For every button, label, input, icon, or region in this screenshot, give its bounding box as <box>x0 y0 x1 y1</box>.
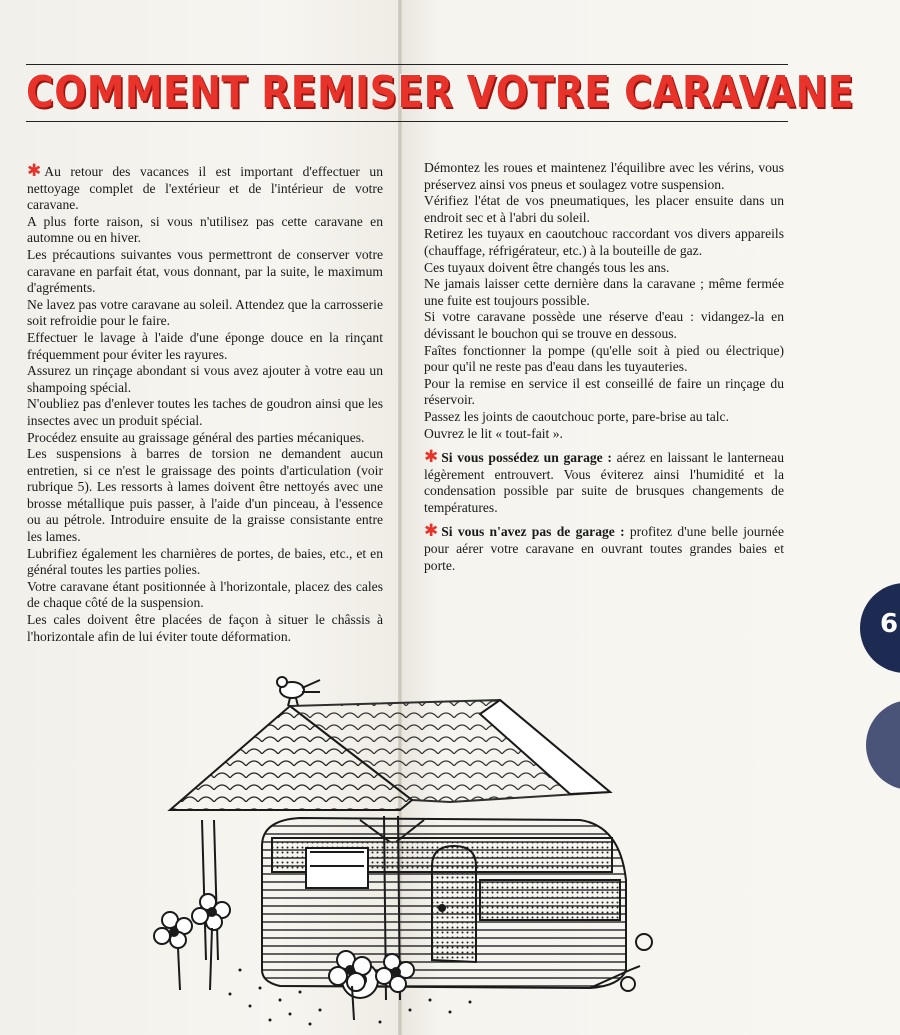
paragraph: Les suspensions à barres de torsion ne demandent aucun entretien, si ce n'est le graissage des points d'articulation (voir rubrique 5). Les ressorts à lames doivent être nettoyés avec une brosse métallique puis passer, à l'aide d'un pinceau, à l'essence ou au pétrole. Introduire ensuite de la graisse consistante entre les lames. <box>27 446 383 545</box>
paragraph: ✱ Au retour des vacances il est important d'effectuer un nettoyage complet de l'extérieur et de l'intérieur de votre caravane. <box>27 161 383 213</box>
paragraph: A plus forte raison, si vous n'utilisez pas cette caravane en automne ou en hiver. <box>27 213 383 246</box>
paragraph: Passez les joints de caoutchouc porte, pare-brise au talc. <box>424 408 729 424</box>
flower-icon <box>154 912 192 990</box>
left-column <box>27 161 383 645</box>
paragraph: Effectuer le lavage à l'aide d'une éponge douce en la rinçant fréquemment pour éviter les rayures. <box>27 329 383 362</box>
paragraph: Faîtes fonctionner la pompe (qu'elle soit à pied ou électrique) pour qu'il ne reste pas d'eau dans les tuyauteries. <box>424 342 784 375</box>
paragraph: Ouvrez le lit « tout-fait ». <box>424 425 563 441</box>
title-rule-bottom <box>26 121 788 122</box>
no-garage-bullet: ✱ Si vous n'avez pas de garage : profitez d'une belle journée pour aérer votre caravane en ouvrant toutes grandes baies et porte. <box>424 521 784 573</box>
page-title: COMMENT REMISER VOTRE CARAVANE <box>26 67 854 118</box>
bird-icon <box>277 677 320 706</box>
title-rule-top <box>26 64 788 65</box>
asterisk-star-icon: ✱ <box>424 447 439 468</box>
page-number-tab: 6 <box>860 583 900 673</box>
caravan-shelter-illustration <box>150 670 670 1030</box>
flower-icon <box>192 894 230 990</box>
paragraph: Ne lavez pas votre caravane au soleil. Attendez que la carrosserie soit refroidie pour le faire. <box>27 296 383 329</box>
paragraph: Votre caravane étant positionnée à l'horizontale, placez des cales de chaque côté de la suspension. <box>27 578 383 611</box>
paragraph: Ne jamais laisser cette dernière dans la caravane ; même fermée une fuite est toujours possible. <box>424 276 784 308</box>
paragraph: Les précautions suivantes vous permettront de conserver votre caravane en parfait état, vous donnant, par la suite, le maximum d'agréments. <box>27 246 383 296</box>
paragraph: Lubrifiez également les charnières de portes, de baies, etc., et en général toutes les parties polies. <box>27 545 383 578</box>
paragraph: N'oubliez pas d'enlever toutes les taches de goudron ainsi que les insectes avec un produit spécial. <box>27 396 383 428</box>
paragraph: Si votre caravane possède une réserve d'eau : vidangez-la en dévissant le bouchon qui se trouve en dessous. <box>424 309 784 341</box>
paragraph: Retirez les tuyaux en caoutchouc raccordant vos divers appareils (chauffage, réfrigérateur, etc.) à la bouteille de gaz. <box>424 226 784 258</box>
paragraph: Assurez un rinçage abondant si vous avez ajouter à votre eau un shampoing spécial. <box>27 363 383 395</box>
garage-bullet: ✱ Si vous possédez un garage : aérez en laissant le lanterneau légèrement entrouvert. Vous éviterez ainsi l'humidité et la condensation possible par suite de brusques changements de températures. <box>424 447 784 515</box>
paragraph: Les cales doivent être placées de façon à situer le châssis à l'horizontale afin de lui éviter toute déformation. <box>27 612 383 644</box>
paragraph: Procédez ensuite au graissage général des parties mécaniques. <box>27 429 365 445</box>
right-column <box>424 160 784 574</box>
paragraph: Ces tuyaux doivent être changés tous les ans. <box>424 259 670 275</box>
asterisk-star-icon: ✱ <box>27 161 42 181</box>
paragraph: Démontez les roues et maintenez l'équilibre avec les vérins, vous préservez ainsi vos pneus et soulagez votre suspension. <box>424 160 784 192</box>
paragraph: Pour la remise en service il est conseillé de faire un rinçage du réservoir. <box>424 375 784 408</box>
paragraph: Vérifiez l'état de vos pneumatiques, les placer ensuite dans un endroit sec et à l'abri du soleil. <box>424 193 784 225</box>
asterisk-star-icon: ✱ <box>424 521 439 542</box>
